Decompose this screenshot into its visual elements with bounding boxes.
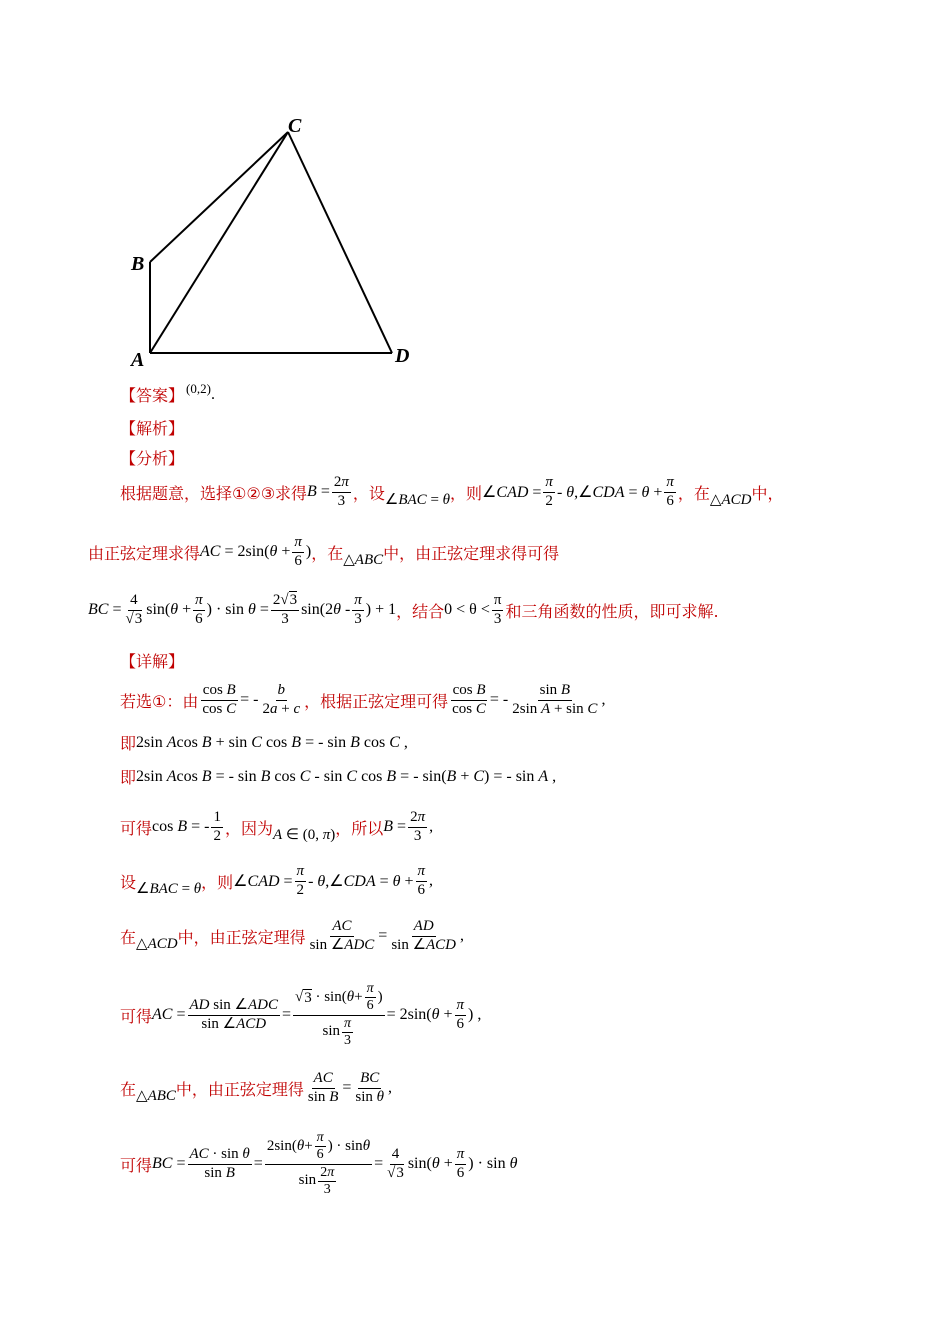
text: ，在 [311,543,344,563]
text: 若选①：由 [120,691,199,711]
text: 在 [120,927,137,947]
fenxi-tag: 【分析】 [120,449,185,468]
quadrilateral-figure [120,110,440,380]
text: 和三角函数的性质，即可求解. [505,601,719,621]
text: ，设 [352,483,385,503]
text: ，结合 [396,601,445,621]
answer-value: (0,2) [186,380,211,396]
detail-line-9: 可得 BC = $\frac{\text{AC · sin θ}}{\text{sin B}}$ = 2sin( θ + $\frac{\pi}{6}$ ) · sin θ sin $\frac{2\pi}{3}$ = $\frac{4}{√3}$ sin(θ + $\frac{\pi}{6}$ ) · sin θ [120,1130,518,1197]
detail-line-5: 设 ∠BAC = θ ，则 ∠CAD = $\frac{\pi}{2}$ - θ,∠CDA = θ + $\frac{\pi}{6}$ , [120,863,434,898]
text: 可得 [120,818,153,838]
text: 由正弦定理求得 [88,543,201,563]
fenxi-line-1: 根据题意，选择①②③求得 B = $\frac{2\pi}{3}$ ，设 ∠BAC = θ ，则 ∠CAD = $\frac{\pi}{2}$ - θ,∠CDA = θ + $\frac{\pi}{6}$ ，在 △ACD 中， [120,474,784,509]
text: 中，由正弦定理得 [177,927,306,947]
label-a: A [131,349,145,371]
text: ，根据正弦定理可得 [304,691,449,711]
text: ，则 [450,483,483,503]
label-d: D [395,345,410,367]
answer-tag: 【答案】 [120,386,185,405]
detail-line-3: 即 2sin Acos B = - sin B cos C - sin C cos B = - sin(B + C) = - sin A , [120,765,556,788]
answer-end: . [210,385,215,403]
text: 可得 [120,1155,153,1175]
text: 中，由正弦定理得 [175,1079,304,1099]
detail-line-7: 可得 AC = $\frac{\text{AD sin ∠ADC}}{\text{sin ∠ACD}}$ = √ 3 · sin( θ + $\frac{\pi}{6}$ ) sin $\frac{\pi}{3}$ = 2sin(θ + $\frac{\pi}{6}$ ) , [120,981,482,1048]
fenxi-line-3: BC = $\frac{4}{√3}$ sin(θ + $\frac{\pi}{6}$ ) · sin θ = $\frac{2√3}{3}$ sin(2θ - $\frac{\pi}{3}$ ) + 1 ，结合 0 < θ < $\frac{\pi}{3}$ 和三角函数的性质，即可求解. [88,592,719,627]
label-c: C [288,115,302,137]
detail-line-2: 即 2sin Acos B + sin C cos B = - sin B cos C , [120,731,408,754]
text: ，则 [201,872,234,892]
text: 设 [120,872,137,892]
detail-line-6: 在 △ACD 中，由正弦定理得 $\frac{AC}{\text{sin ∠ADC}}$ = $\frac{AD}{\text{sin ∠ACD}}$ , [120,918,465,953]
text: ，因为 [224,818,273,838]
detail-line-4: 可得 cos B = - $\frac{1}{2}$ ，因为 A ∈ (0, π) ，所以 B = $\frac{2\pi}{3}$ , [120,809,434,844]
detail-tag: 【详解】 [120,652,185,671]
text: 中，由正弦定理求得可得 [383,543,560,563]
text: 中， [751,483,784,503]
text: 在 [120,1079,137,1099]
text: 即 [120,768,137,787]
label-b: B [131,253,145,275]
analysis-tag: 【解析】 [120,419,185,438]
text: 可得 [120,1006,153,1026]
segment-cd [288,132,392,353]
fenxi-line-2: 由正弦定理求得 AC = 2sin(θ + $\frac{\pi}{6}$ ) ，在 △ABC 中，由正弦定理求得可得 [88,534,560,569]
text: ，所以 [335,818,384,838]
detail-line-1: 若选①：由 $\frac{\text{cos B}}{\text{cos C}}$ = - $\frac{b}{2a + c}$ ，根据正弦定理可得 $\frac{\text{cos B}}{\text{cos C}}$ = - $\frac{\text{sin B}}{\text{2sin A + sin C}}$ , [120,682,606,717]
text: 即 [120,734,137,753]
text: ，在 [677,483,710,503]
detail-line-8: 在 △ABC 中，由正弦定理得 $\frac{AC}{\text{sin B}}$ = $\frac{BC}{\text{sin θ}}$ , [120,1070,393,1105]
answer-line [120,380,215,406]
text: 根据题意，选择①②③求得 [120,483,308,503]
